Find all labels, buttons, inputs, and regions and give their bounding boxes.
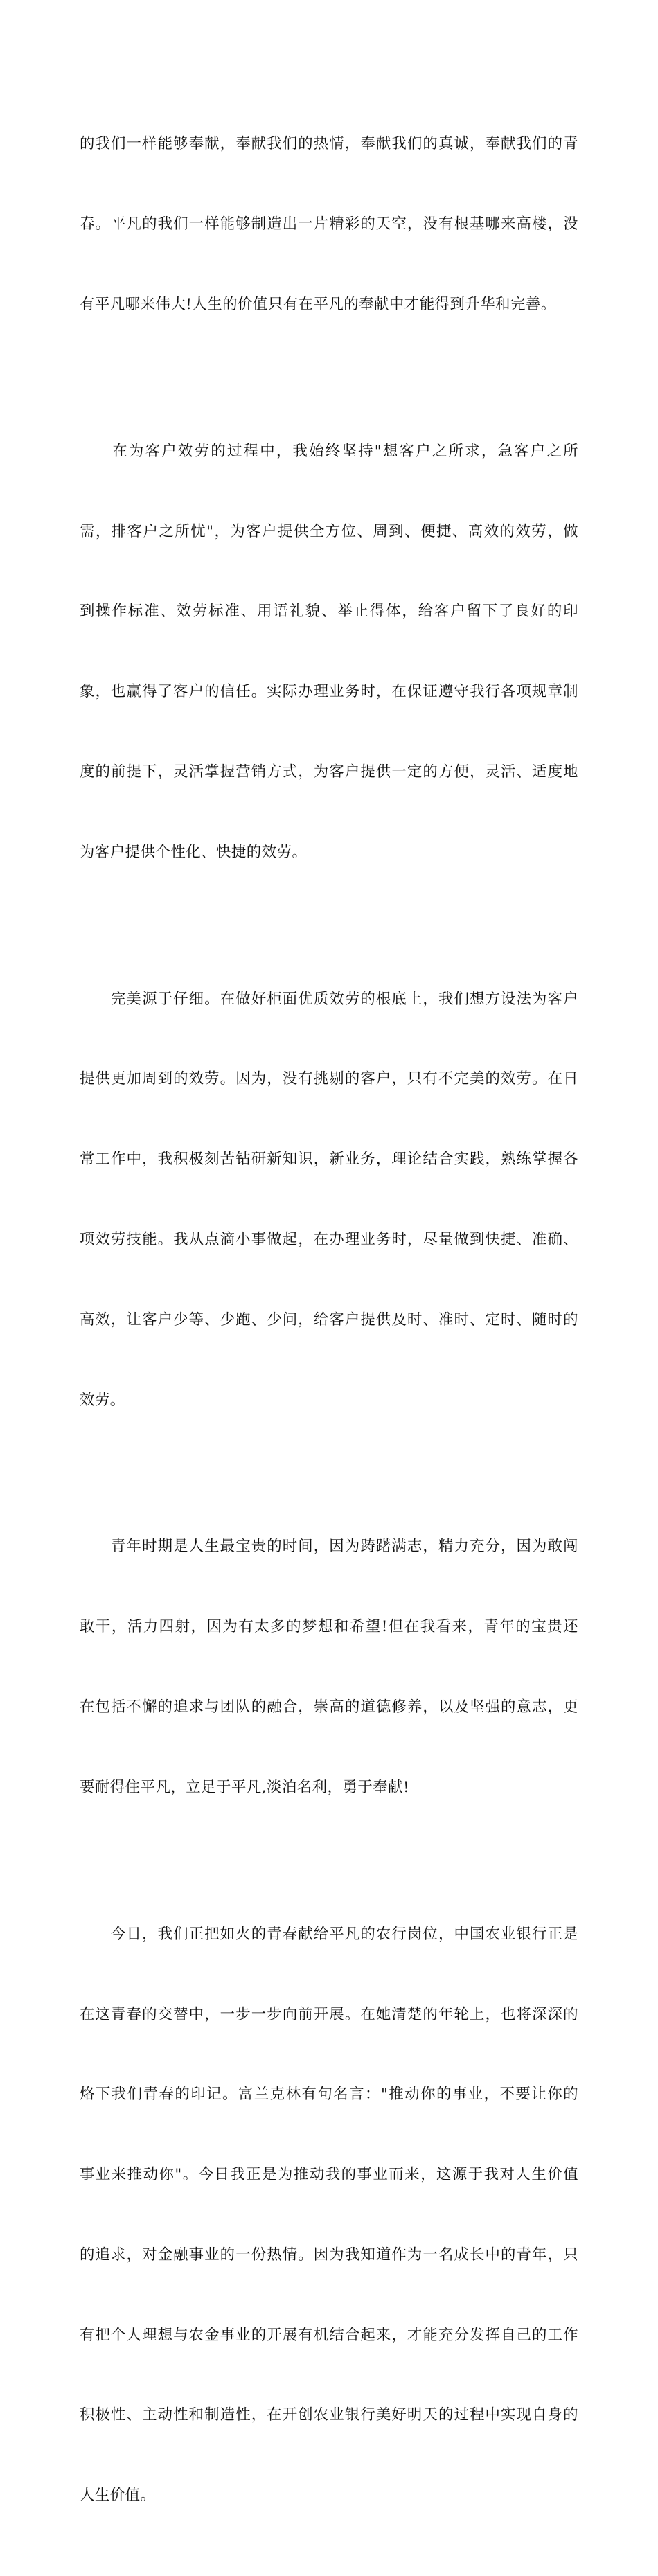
text-line: 在这青春的交替中，一步一步向前开展。在她清楚的年轮上，也将深深的: [80, 2005, 578, 2023]
text-line: 青年时期是人生最宝贵的时间，因为踌躇满志，精力充分，因为敢闯: [80, 1538, 578, 1556]
document-body: [80, 78, 578, 2576]
text-line: 高效，让客户少等、少跑、少问，给客户提供及时、准时、定时、随时的: [80, 1311, 578, 1329]
text-line: 积极性、主动性和制造性，在开创农业银行美好明天的过程中实现自身的: [80, 2406, 578, 2424]
text-line: 需，排客户之所忧"，为客户提供全方位、周到、便捷、高效的效劳，做: [80, 522, 578, 540]
paragraph-5: [80, 1868, 578, 2563]
text-line: 要耐得住平凡，立足于平凡,淡泊名利，勇于奉献!: [80, 1778, 410, 1796]
paragraph-4: [80, 1480, 578, 1854]
text-line: 完美源于仔细。在做好柜面优质效劳的根底上，我们想方设法为客户: [80, 990, 578, 1008]
paragraph-3: [80, 932, 578, 1467]
text-line: 常工作中，我积极刻苦钻研新知识，新业务，理论结合实践，熟练掌握各: [80, 1151, 578, 1169]
text-line: 事业来推动你"。今日我正是为推动我的事业而来，这源于我对人生价值: [80, 2166, 578, 2184]
text-line: 有把个人理想与农金事业的开展有机结合起来，才能充分发挥自己的工作: [80, 2326, 578, 2344]
text-line: 项效劳技能。我从点滴小事做起，在办理业务时，尽量做到快捷、准确、: [80, 1230, 578, 1248]
text-line: 的我们一样能够奉献，奉献我们的热情，奉献我们的真诚，奉献我们的青: [80, 135, 578, 153]
text-line: 提供更加周到的效劳。因为，没有挑剔的客户，只有不完美的效劳。在日: [80, 1070, 578, 1088]
text-line: 为客户提供个性化、快捷的效劳。: [80, 843, 308, 861]
text-line: 在包括不懈的追求与团队的融合，崇高的道德修养，以及坚强的意志，更: [80, 1698, 578, 1716]
text-line: 今日，我们正把如火的青春献给平凡的农行岗位，中国农业银行正是: [80, 1925, 578, 1943]
text-line: 烙下我们青春的印记。富兰克林有句名言："推动你的事业，不要让你的: [80, 2086, 578, 2104]
text-line: 人生价值。: [80, 2487, 156, 2505]
paragraph-2: [80, 385, 578, 920]
text-line: 度的前提下，灵活掌握营销方式，为客户提供一定的方便，灵活、适度地: [80, 763, 578, 781]
text-line: 效劳。: [80, 1391, 125, 1409]
text-line: 象，也赢得了客户的信任。实际办理业务时，在保证遵守我行各项规章制: [80, 683, 578, 701]
text-line: 敢干，活力四射，因为有太多的梦想和希望!但在我看来，青年的宝贵还: [80, 1618, 578, 1636]
text-line: 的追求，对金融事业的一份热情。因为我知道作为一名成长中的青年，只: [80, 2246, 578, 2264]
text-line: 春。平凡的我们一样能够制造出一片精彩的天空，没有根基哪来高楼，没: [80, 215, 578, 233]
text-line: 有平凡哪来伟大!人生的价值只有在平凡的奉献中才能得到升华和完善。: [80, 295, 556, 313]
paragraph-1: [80, 78, 578, 372]
text-line: 到操作标准、效劳标准、用语礼貌、举止得体，给客户留下了良好的印: [80, 603, 578, 621]
text-line: 在为客户效劳的过程中，我始终坚持"想客户之所求，急客户之所: [80, 442, 578, 460]
